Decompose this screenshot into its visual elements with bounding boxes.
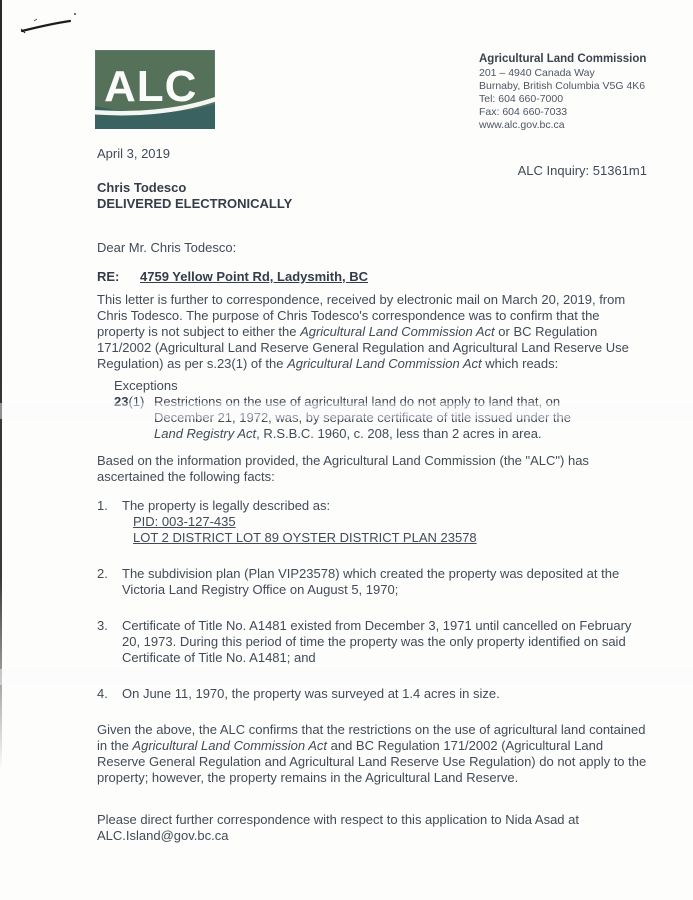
fact-item-1 — [97, 498, 649, 546]
paragraph-intro-text: which reads: — [481, 356, 559, 371]
paragraph-intro — [97, 292, 649, 372]
delivery-method: DELIVERED ELECTRONICALLY — [97, 196, 293, 211]
pid-line: PID: 003-127-435 — [133, 514, 236, 529]
email-address: ALC.Island@gov.bc.ca — [97, 828, 229, 843]
fact-text: The subdivision plan (Plan VIP23578) which created the property was deposited at the Victoria Land Registry Office on August 5, 1970; — [122, 566, 620, 597]
statute-quote — [114, 378, 649, 442]
letter-date: April 3, 2019 — [97, 146, 170, 161]
fact-text: Certificate of Title No. A1481 existed from December 3, 1971 until cancelled on February 20, 1973. During this period of time the property was the only property identified on said Certificate of Title No. A1481; and — [122, 618, 632, 665]
act-title: Land Registry Act — [154, 426, 257, 441]
re-subject: 4759 Yellow Point Rd, Ladysmith, BC — [140, 269, 369, 284]
fact-number: 1. — [97, 498, 108, 513]
paragraph-contact: Please direct further correspondence with respect to this application to Nida Asad at ALC.Island@gov.bc.ca — [97, 812, 649, 844]
paragraph-intro-text: or BC Regulation 171/2002 (Agricultural Land Reserve General Regulation and Agricultural Land Reserve Use Regulation) as per s.23(1) of the — [97, 324, 629, 371]
inquiry-number: ALC Inquiry: 51361m1 — [517, 163, 647, 178]
org-name: Agricultural Land Commission — [479, 53, 647, 65]
recipient-name: Chris Todesco — [97, 180, 187, 195]
pen-mark — [18, 10, 80, 38]
paragraph-facts-intro: Based on the information provided, the Agricultural Land Commission (the "ALC") has ascertained the following facts: — [97, 453, 589, 484]
letter-body — [97, 146, 649, 844]
paragraph-conclusion: Given the above, the ALC confirms that the restrictions on the use of agricultural land contained in the Agricultural Land Commission Act and BC Regulation 171/2002 (Agricultural Land Reserve General Regulation and Agricultural Land Reserve Use Regulation) do not apply to the property; however, the property remains in the Agricultural Land Reserve. — [97, 722, 647, 785]
paragraph-intro-text: This letter is further to correspondence, received by electronic mail on March 20, 2019, from Chris Todesco. The purpose of Chris Todesco's correspondence was to confirm that the property is not subject to either the — [97, 292, 626, 339]
re-line — [97, 269, 649, 285]
act-title: Agricultural Land Commission Act — [132, 738, 328, 753]
fact-number: 4. — [97, 686, 108, 701]
fax-line: Fax: 604 660-7033 — [479, 106, 568, 118]
quote-section-number: 23(1) — [114, 394, 145, 409]
fact-item-2 — [97, 566, 649, 598]
page-edge-shadow — [0, 0, 2, 770]
fact-number: 2. — [97, 566, 108, 581]
re-label: RE: — [97, 269, 120, 284]
alc-logo — [95, 50, 215, 129]
fact-item-4 — [97, 686, 649, 702]
fact-number: 3. — [97, 618, 108, 633]
phone-line: Tel: 604 660-7000 — [479, 93, 564, 105]
address-line-2: Burnaby, British Columbia V5G 4K6 — [479, 80, 646, 92]
act-title: Agricultural Land Commission Act — [300, 324, 495, 339]
fact-text: On June 11, 1970, the property was surveyed at 1.4 acres in size. — [122, 686, 500, 701]
facts-list — [97, 498, 649, 702]
quote-heading: Exceptions — [114, 378, 178, 393]
logo-text: ALC — [104, 62, 198, 111]
fact-text: The property is legally described as: PID: 003-127-435 LOT 2 DISTRICT LOT 89 OYSTER DISTRICT PLAN 23578 — [122, 498, 649, 546]
website-url: www.alc.gov.bc.ca — [479, 119, 565, 131]
quote-text: Restrictions on the use of agricultural land do not apply to land that, on December 21, 1972, was, by separate certificate of title issued under the Land Registry Act, R.S.B.C. 1960, c. 208, less than 2 acres in area. — [154, 394, 571, 441]
salutation: Dear Mr. Chris Todesco: — [97, 240, 237, 255]
fact-item-3 — [97, 618, 649, 666]
address-line-1: 201 – 4940 Canada Way — [479, 67, 595, 79]
letterhead — [479, 52, 679, 132]
legal-description-line: LOT 2 DISTRICT LOT 89 OYSTER DISTRICT PLAN 23578 — [133, 530, 477, 545]
act-title: Agricultural Land Commission Act — [287, 356, 482, 371]
